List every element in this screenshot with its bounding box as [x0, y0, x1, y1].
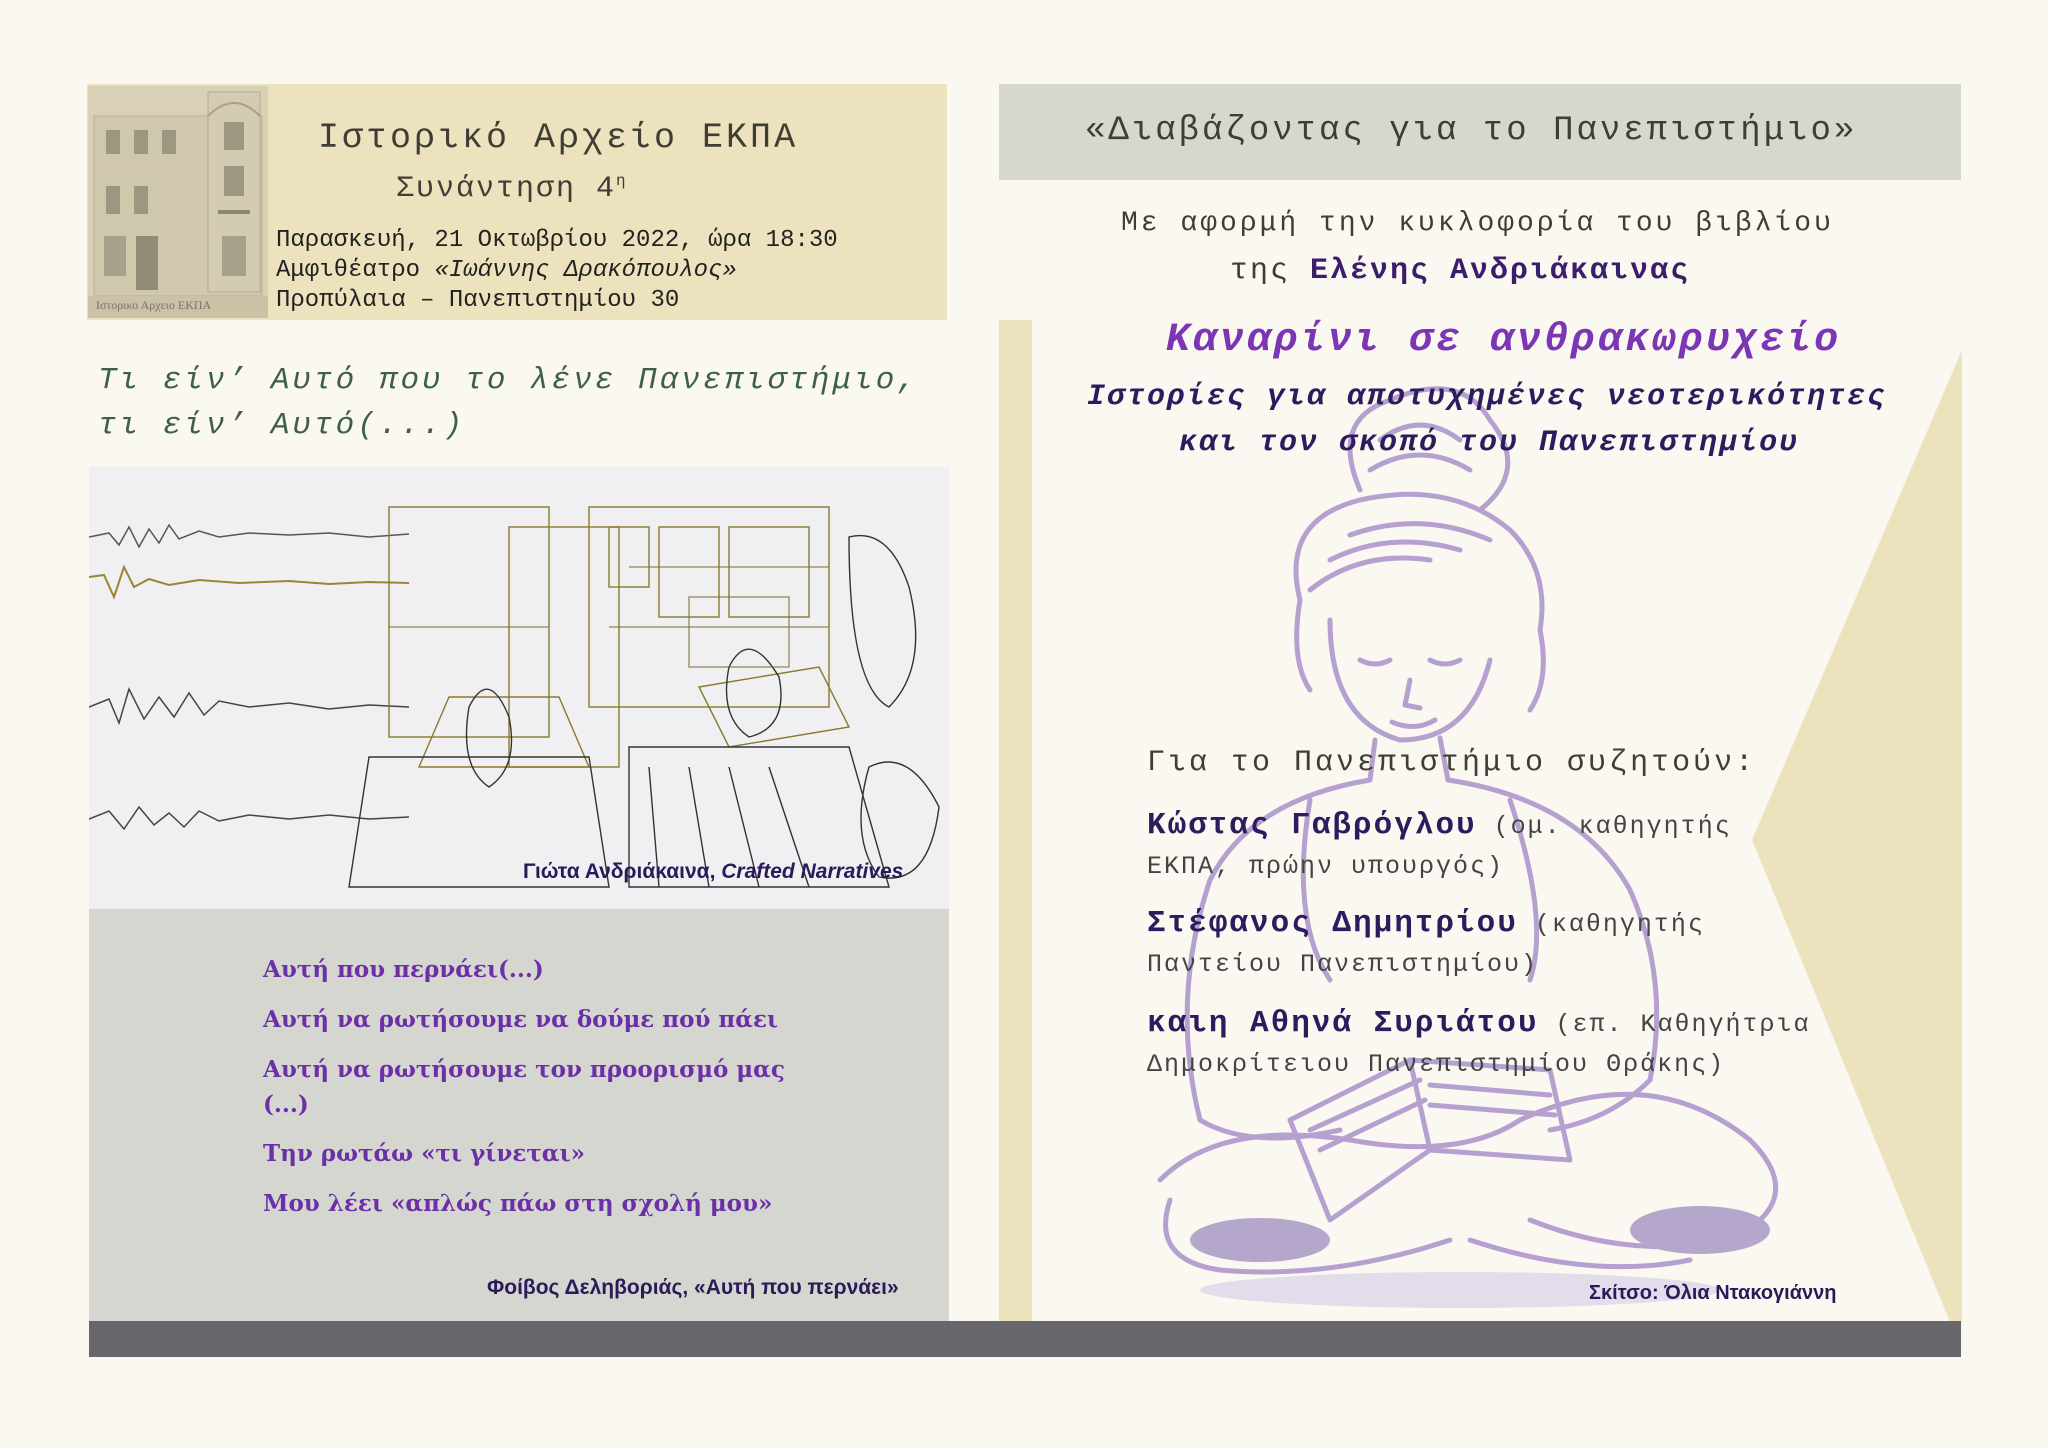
lyric-line: Αυτή να ρωτήσουμε να δούμε πού πάει: [263, 1006, 779, 1033]
lyrics-credit: Φοίβος Δεληβοριάς, «Αυτή που περνάει»: [487, 1276, 899, 1299]
discussion-heading: Για το Πανεπιστήμιο συζητούν:: [1147, 746, 1757, 780]
event-details: [276, 226, 838, 316]
lyric-line: (...): [263, 1091, 309, 1118]
series-title: «Διαβάζοντας για το Πανεπιστήμιο»: [1085, 112, 1858, 150]
archive-building-logo: [88, 86, 268, 318]
lyric-line: Αυτή να ρωτήσουμε τον προορισμό μας: [263, 1056, 785, 1083]
book-subtitle: και τον σκοπό του Πανεπιστημίου: [1179, 426, 1800, 460]
speaker-name: καιη Αθηνά Συριάτου: [1147, 1006, 1539, 1041]
artwork-caption: Γιώτα Ανδριάκαινα, Crafted Narratives: [523, 860, 904, 883]
event-address: Προπύλαια – Πανεπιστημίου 30: [276, 287, 680, 314]
decorative-side-bar: [999, 320, 1032, 1322]
speaker-name: Στέφανος Δημητρίου: [1147, 906, 1518, 941]
event-date: Παρασκευή, 21 Οκτωβρίου 2022, ώρα 18:30: [276, 227, 838, 254]
occasion-author: της Ελένης Ανδριάκαινας: [1230, 254, 1691, 288]
lyric-line: Την ρωτάω «τι γίνεται»: [263, 1140, 585, 1167]
sketch-credit: Σκίτσο: Όλια Ντακογιάννη: [1589, 1282, 1837, 1304]
speaker-entry: Στέφανος Δημητρίου (καθηγητής Παντείου Πανεπιστημίου): [1147, 906, 1705, 979]
book-title: Καναρίνι σε ανθρακωρυχείο: [1166, 318, 1842, 363]
book-subtitle: Ιστορίες για αποτυχημένες νεοτερικότητες: [1087, 380, 1888, 414]
meeting-number: Συνάντηση $4^\eta$: [396, 172, 628, 206]
archive-logo-caption: Ιστορικο Αρχειο ΕΚΠΑ: [96, 298, 212, 312]
lyric-line: Αυτή που περνάει(...): [263, 956, 544, 983]
archive-title: Ιστορικό Αρχείο ΕΚΠΑ: [318, 118, 799, 158]
speaker-entry: Κώστας Γαβρόγλου (ομ. καθηγητής ΕΚΠΑ, πρώην υπουργός): [1147, 808, 1732, 881]
lyric-line: Μου λέει «απλώς πάω στη σχολή μου»: [263, 1190, 773, 1217]
event-venue: Αμφιθέατρο «Ιωάννης Δρακόπουλος»: [276, 257, 737, 284]
song-quote: Τι είν’ Αυτό που το λένε Πανεπιστήμιο, τι είν’ Αυτό(...): [98, 363, 919, 443]
footer-bar: [89, 1321, 1961, 1357]
speaker-entry: καιη Αθηνά Συριάτου (επ. Καθηγήτρια Δημοκρίτειου Πανεπιστημίου Θράκης): [1147, 1006, 1811, 1079]
occasion-line: Με αφορμή την κυκλοφορία του βιβλίου: [1121, 208, 1834, 239]
speaker-name: Κώστας Γαβρόγλου: [1147, 808, 1477, 843]
artwork-image: [89, 467, 949, 909]
